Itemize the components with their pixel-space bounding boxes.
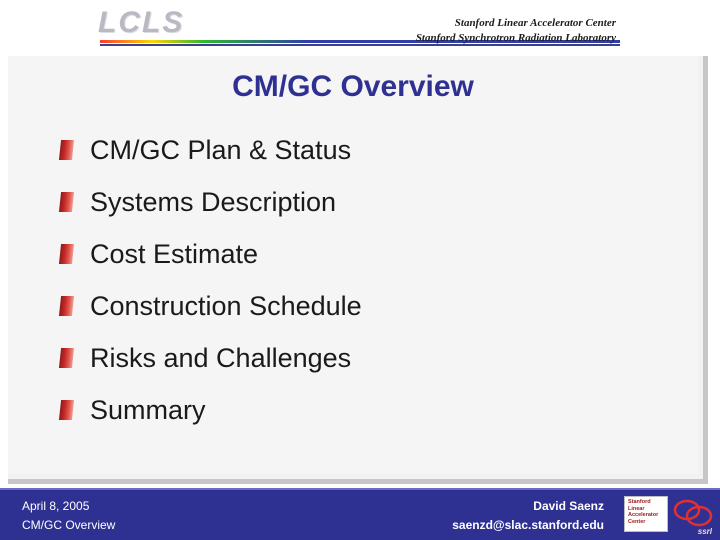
slide-body-inner (8, 56, 698, 474)
bullet-text: Cost Estimate (90, 239, 259, 269)
ssrl-label: ssrl (697, 527, 712, 536)
bullet-list (60, 124, 678, 436)
page-title: CM/GC Overview (232, 70, 474, 103)
bullet-text: Construction Schedule (90, 291, 362, 321)
slac-badge-line-4: Center (628, 518, 646, 525)
bullet-marker-icon (59, 348, 74, 368)
footer-left-block (22, 497, 115, 535)
bullet-marker-icon (59, 192, 74, 212)
slac-badge-line-1: Stanford (628, 499, 651, 505)
organization-lines (416, 16, 616, 46)
slide-header (0, 0, 720, 58)
organization-line-1: Stanford Linear Accelerator Center (454, 17, 616, 29)
slac-badge-line-3: Accelerator (628, 512, 659, 518)
list-item (60, 384, 678, 436)
bullet-marker-icon (59, 244, 74, 264)
slide-footer (0, 488, 720, 540)
list-item (60, 228, 678, 280)
bullet-text: Summary (90, 395, 206, 425)
bullet-text: Systems Description (90, 187, 337, 217)
bullet-marker-icon (59, 400, 74, 420)
slac-badge-icon (624, 496, 668, 532)
bullet-marker-icon (59, 140, 74, 160)
footer-subject: CM/GC Overview (22, 518, 116, 532)
list-item (60, 280, 678, 332)
slac-badge-line-2: Linear (628, 505, 645, 512)
lcls-logo-text: LCLS (98, 6, 185, 39)
footer-accent-line (0, 488, 720, 490)
footer-date: April 8, 2005 (22, 499, 90, 513)
list-item (60, 124, 678, 176)
footer-email[interactable]: saenzd@slac.stanford.edu (452, 518, 604, 532)
list-item (60, 332, 678, 384)
organization-line-2: Stanford Synchrotron Radiation Laboratory (415, 32, 616, 44)
bullet-text: CM/GC Plan & Status (90, 135, 352, 165)
list-item (60, 176, 678, 228)
footer-author: David Saenz (533, 499, 604, 513)
footer-right-block (452, 497, 604, 535)
slide-body-panel (8, 56, 708, 484)
bullet-marker-icon (59, 296, 74, 316)
bullet-text: Risks and Challenges (90, 343, 352, 373)
lcls-logo-icon (98, 6, 218, 42)
